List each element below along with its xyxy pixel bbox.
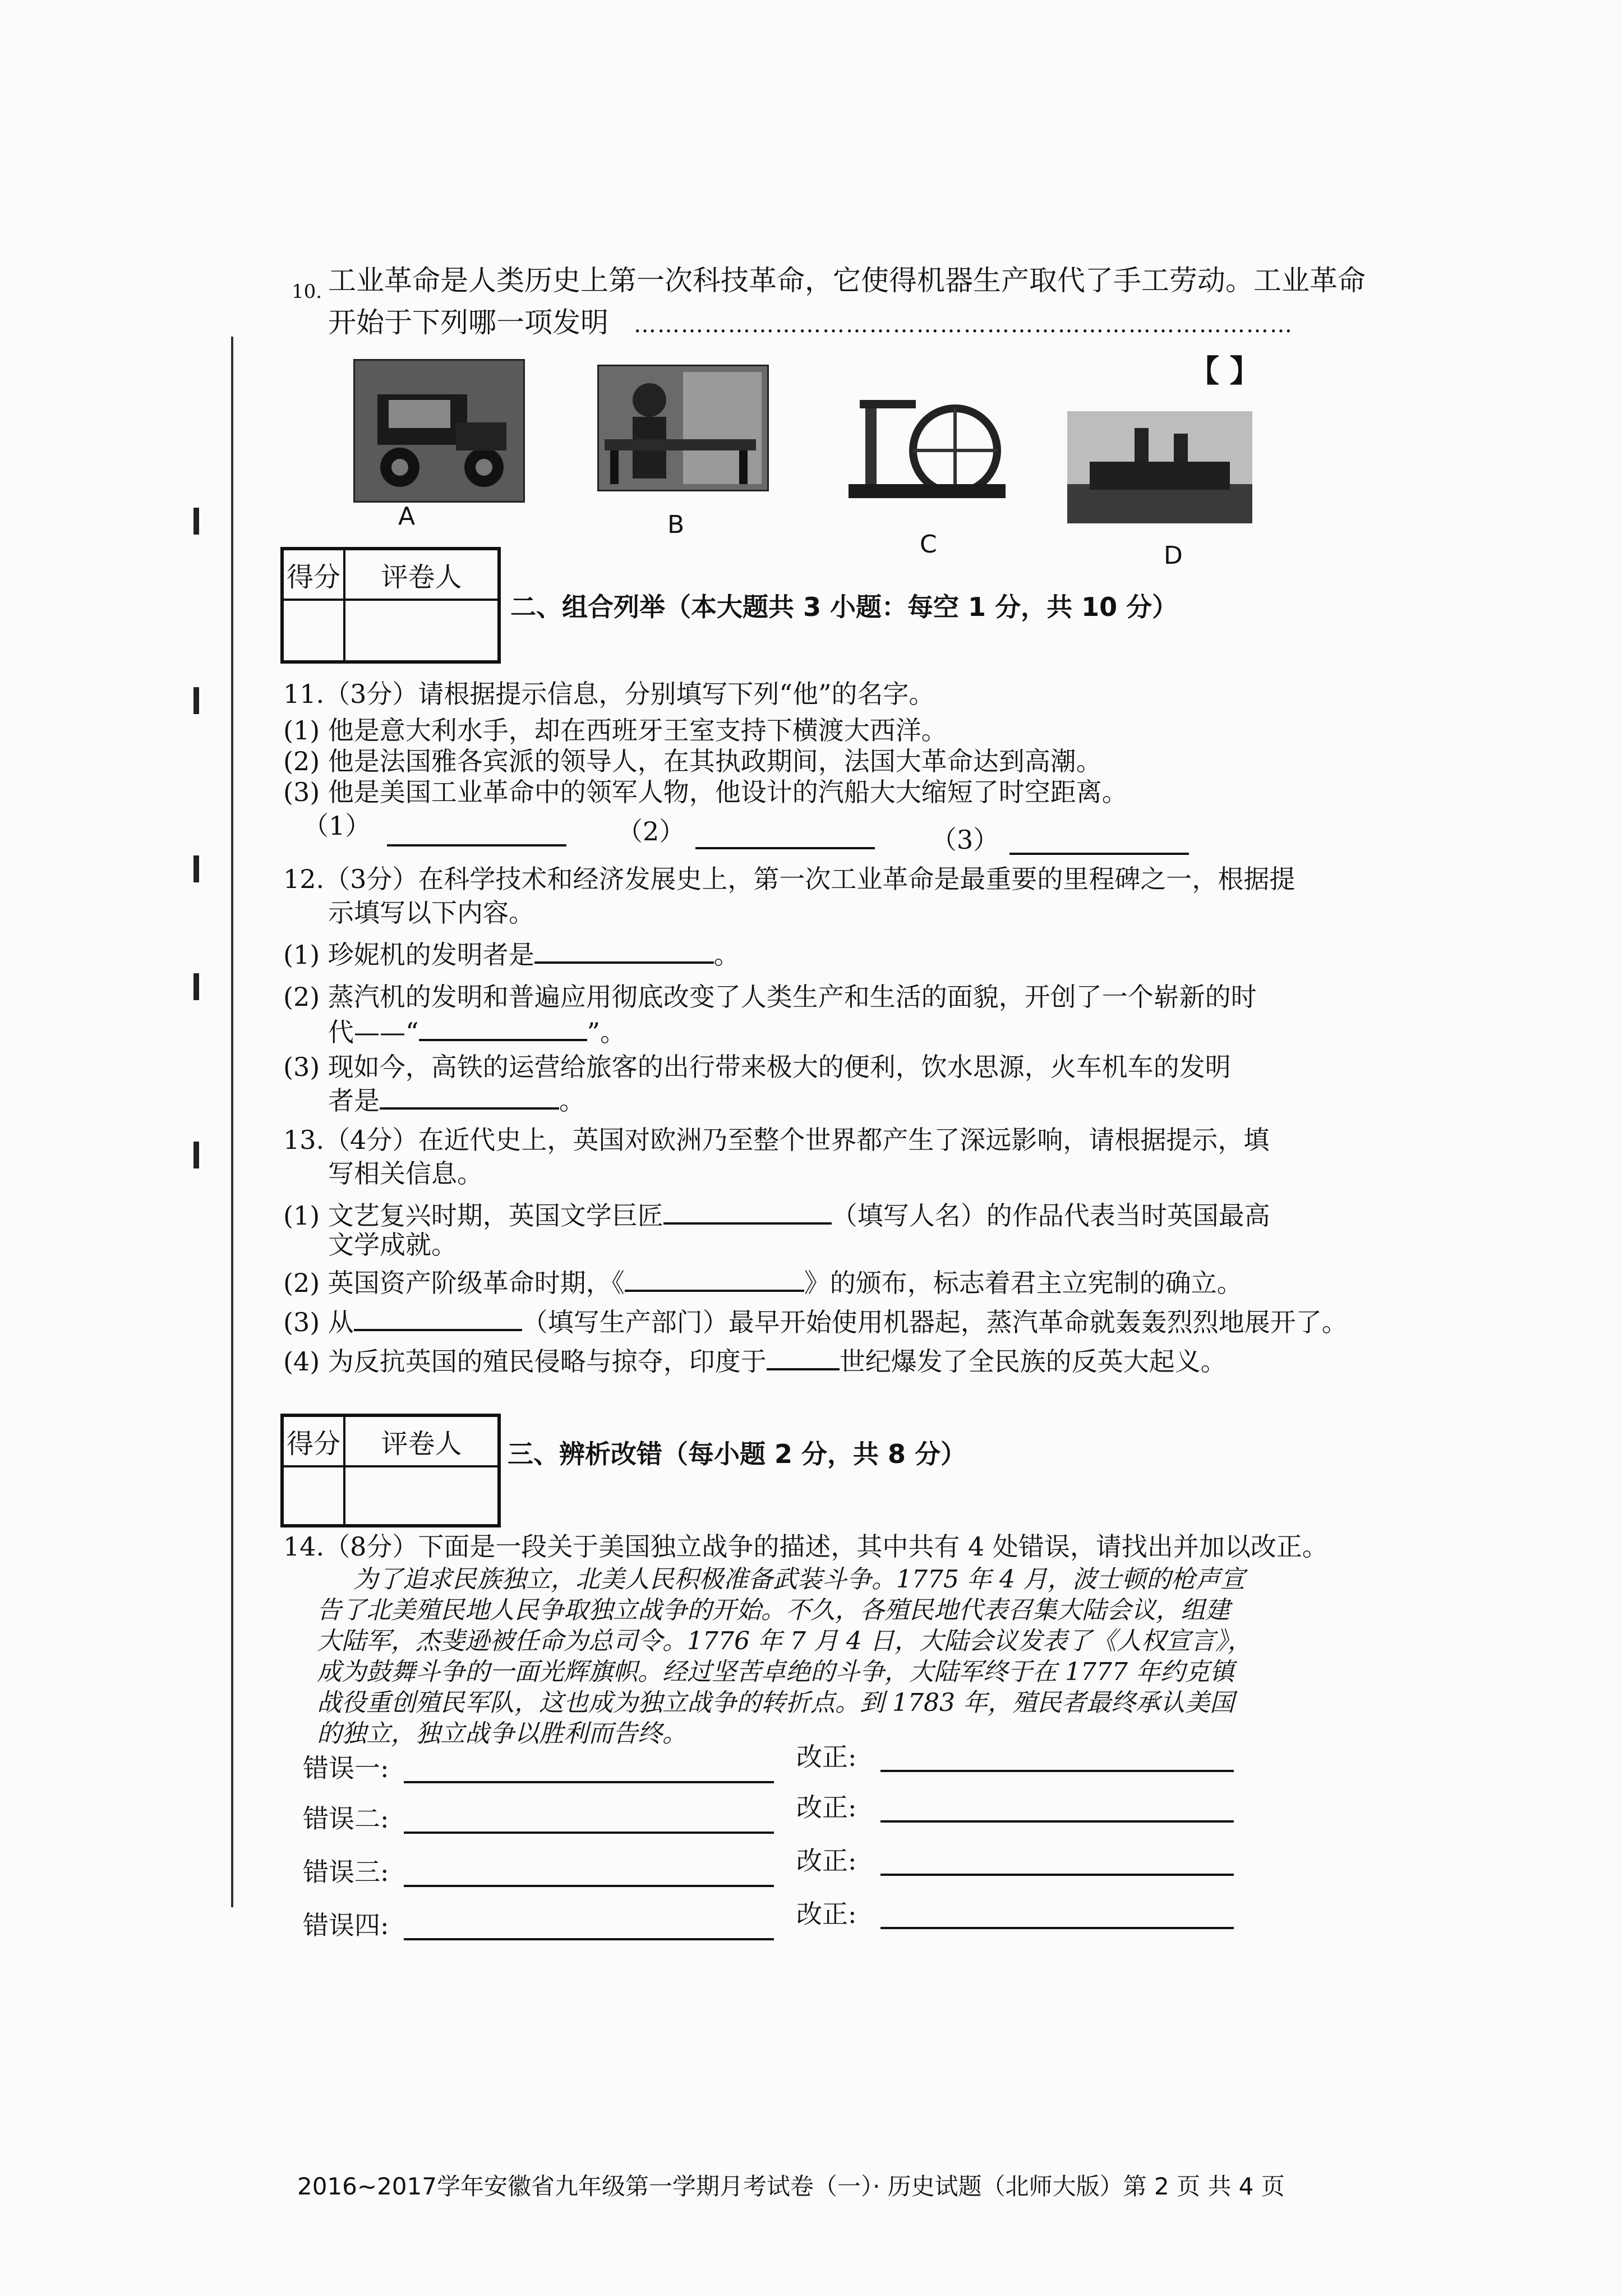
binding-mark bbox=[193, 973, 199, 1000]
error-4-field[interactable] bbox=[404, 1938, 774, 1940]
grader-cell[interactable] bbox=[344, 1466, 499, 1525]
q13-item-4-end: 世纪爆发了全民族的反英大起义。 bbox=[839, 1346, 1227, 1377]
q13-item-2 bbox=[283, 1265, 1243, 1299]
option-b-label: B bbox=[667, 510, 685, 539]
grader-label: 评卷人 bbox=[344, 549, 499, 600]
q12-item-2b bbox=[328, 1014, 626, 1048]
option-d-image bbox=[1066, 409, 1254, 525]
q13-blank-3[interactable] bbox=[354, 1304, 522, 1331]
q10-answer-bracket: 【 】 bbox=[1189, 353, 1260, 389]
binding-mark bbox=[193, 855, 199, 882]
score-box bbox=[280, 547, 501, 664]
page-footer: 2016~2017学年安徽省九年级第一学期月考试卷（一）· 历史试题（北师大版）第 2 页 共 4 页 bbox=[297, 2173, 1285, 2200]
q12-stem-2: 示填写以下内容。 bbox=[328, 898, 534, 928]
q14-passage-line-6: 的独立，独立战争以胜利而告终。 bbox=[317, 1719, 687, 1748]
q11-blank-1-label: （1） bbox=[303, 811, 371, 841]
q12-item-1-end: 。 bbox=[713, 940, 740, 970]
score-cell[interactable] bbox=[283, 600, 344, 661]
error-2-label: 错误二: bbox=[303, 1803, 389, 1834]
option-c-image bbox=[841, 387, 1013, 503]
q13-item-1a-text: (1) 文艺复兴时期，英国文学巨匠 bbox=[283, 1200, 663, 1231]
q12-blank-2[interactable] bbox=[419, 1014, 587, 1041]
q10-dot-leader: ………………………………………………………………………… bbox=[634, 312, 1293, 338]
q13-item-1a bbox=[283, 1198, 1270, 1231]
q13-stem-1: 13.（4分）在近代史上，英国对欧洲乃至整个世界都产生了深远影响，请根据提示，填 bbox=[283, 1125, 1270, 1155]
correction-3-field[interactable] bbox=[880, 1874, 1234, 1876]
q11-item-3: (3) 他是美国工业革命中的领军人物，他设计的汽船大大缩短了时空距离。 bbox=[283, 777, 1128, 807]
error-2-field[interactable] bbox=[404, 1832, 774, 1834]
option-d-label: D bbox=[1164, 541, 1183, 570]
correction-1-label: 改正: bbox=[796, 1742, 857, 1772]
q12-item-2b-end: ”。 bbox=[587, 1017, 626, 1047]
q13-item-3-end: （填写生产部门）最早开始使用机器起，蒸汽革命就轰轰烈烈地展开了。 bbox=[522, 1307, 1348, 1337]
section-2-title: 二、组合列举（本大题共 3 小题：每空 1 分，共 10 分） bbox=[510, 592, 1178, 622]
option-c-label: C bbox=[920, 530, 937, 559]
q10-line1: 工业革命是人类历史上第一次科技革命，它使得机器生产取代了手工劳动。工业革命 bbox=[328, 264, 1366, 297]
error-3-label: 错误三: bbox=[303, 1857, 389, 1887]
q12-stem-1: 12.（3分）在科学技术和经济发展史上，第一次工业革命是最重要的里程碑之一，根据提 bbox=[283, 864, 1295, 894]
grader-cell[interactable] bbox=[344, 600, 499, 661]
q10-line2: 开始于下列哪一项发明 bbox=[328, 306, 608, 339]
correction-2-field[interactable] bbox=[880, 1820, 1234, 1823]
spinning-machine-picture bbox=[599, 366, 767, 490]
margin-rule bbox=[231, 337, 233, 1907]
score-box bbox=[280, 1414, 501, 1527]
q14-passage-line-1: 为了追求民族独立，北美人民积极准备武装斗争。1775 年 4 月，波士顿的枪声宣 bbox=[353, 1565, 1245, 1594]
q12-item-3b bbox=[328, 1083, 585, 1116]
correction-4-field[interactable] bbox=[880, 1927, 1234, 1929]
q13-blank-2[interactable] bbox=[625, 1265, 804, 1292]
q11-blank-1[interactable] bbox=[387, 844, 566, 846]
correction-3-label: 改正: bbox=[796, 1846, 857, 1876]
q13-blank-4[interactable] bbox=[767, 1343, 840, 1370]
q14-passage-line-5: 战役重创殖民军队，这也成为独立战争的转折点。到 1783 年，殖民者最终承认美国 bbox=[317, 1688, 1234, 1717]
q11-blank-2-label: （2） bbox=[617, 816, 685, 846]
q12-item-3a: (3) 现如今，高铁的运营给旅客的出行带来极大的便利，饮水思源，火车机车的发明 bbox=[283, 1052, 1231, 1082]
q13-item-2-end: 》的颁布，标志着君主立宪制的确立。 bbox=[804, 1268, 1243, 1298]
q12-blank-1[interactable] bbox=[534, 937, 714, 964]
section-3-title: 三、辨析改错（每小题 2 分，共 8 分） bbox=[508, 1439, 967, 1469]
correction-2-label: 改正: bbox=[796, 1792, 857, 1823]
score-cell[interactable] bbox=[283, 1466, 344, 1525]
q12-item-2b-text: 代——“ bbox=[328, 1017, 419, 1047]
q12-item-1-text: (1) 珍妮机的发明者是 bbox=[283, 940, 534, 970]
error-3-field[interactable] bbox=[404, 1885, 774, 1887]
q12-item-3b-end: 。 bbox=[559, 1085, 585, 1116]
binding-mark bbox=[193, 687, 199, 714]
q12-blank-3[interactable] bbox=[380, 1083, 559, 1110]
q11-item-1: (1) 他是意大利水手，却在西班牙王室支持下横渡大西洋。 bbox=[283, 715, 947, 746]
binding-mark bbox=[193, 1142, 199, 1168]
q12-item-3b-text: 者是 bbox=[328, 1085, 380, 1116]
binding-mark bbox=[193, 508, 199, 535]
q13-item-3-text: (3) 从 bbox=[283, 1307, 354, 1337]
q13-item-4 bbox=[283, 1343, 1227, 1377]
steamship-picture bbox=[1067, 411, 1252, 523]
error-4-label: 错误四: bbox=[303, 1910, 389, 1940]
q14-stem: 14.（8分）下面是一段关于美国独立战争的描述，其中共有 4 处错误，请找出并加以改正。 bbox=[283, 1531, 1328, 1562]
q10-number: 10. bbox=[292, 280, 322, 303]
score-label: 得分 bbox=[283, 1416, 344, 1466]
q14-passage-line-3: 大陆军，杰斐逊被任命为总司令。1776 年 7 月 4 日，大陆会议发表了《人权宣言》， bbox=[317, 1627, 1252, 1655]
q11-stem: 11.（3分）请根据提示信息，分别填写下列“他”的名字。 bbox=[283, 679, 935, 709]
correction-4-label: 改正: bbox=[796, 1899, 857, 1929]
option-a-image bbox=[353, 359, 525, 503]
q13-blank-1[interactable] bbox=[663, 1198, 832, 1225]
option-a-label: A bbox=[398, 502, 416, 531]
q12-item-1 bbox=[283, 937, 740, 970]
steam-engine-picture bbox=[843, 389, 1011, 501]
antique-car-picture bbox=[355, 361, 523, 501]
error-1-field[interactable] bbox=[404, 1781, 774, 1783]
option-b-image bbox=[597, 365, 769, 491]
q13-item-3 bbox=[283, 1304, 1348, 1338]
q11-blank-3-label: （3） bbox=[931, 825, 999, 855]
grader-label: 评卷人 bbox=[344, 1416, 499, 1466]
q13-item-4-text: (4) 为反抗英国的殖民侵略与掠夺，印度于 bbox=[283, 1346, 767, 1377]
q13-item-1a-end: （填写人名）的作品代表当时英国最高 bbox=[831, 1200, 1270, 1231]
correction-1-field[interactable] bbox=[880, 1770, 1234, 1772]
q12-item-2a: (2) 蒸汽机的发明和普遍应用彻底改变了人类生产和生活的面貌，开创了一个崭新的时 bbox=[283, 982, 1257, 1012]
error-1-label: 错误一: bbox=[303, 1753, 389, 1783]
q14-passage-line-2: 告了北美殖民地人民争取独立战争的开始。不久，各殖民地代表召集大陆会议，组建 bbox=[317, 1596, 1230, 1625]
q14-passage-line-4: 成为鼓舞斗争的一面光辉旗帜。经过坚苦卓绝的斗争，大陆军终于在 1777 年约克镇 bbox=[317, 1658, 1234, 1686]
q13-item-1b: 文学成就。 bbox=[328, 1230, 457, 1260]
q13-stem-2: 写相关信息。 bbox=[328, 1158, 483, 1189]
score-label: 得分 bbox=[283, 549, 344, 600]
q11-item-2: (2) 他是法国雅各宾派的领导人，在其执政期间，法国大革命达到高潮。 bbox=[283, 746, 1102, 776]
q13-item-2-text: (2) 英国资产阶级革命时期，《 bbox=[283, 1268, 625, 1298]
q11-blank-2[interactable] bbox=[695, 847, 875, 849]
q11-blank-3[interactable] bbox=[1009, 853, 1189, 855]
